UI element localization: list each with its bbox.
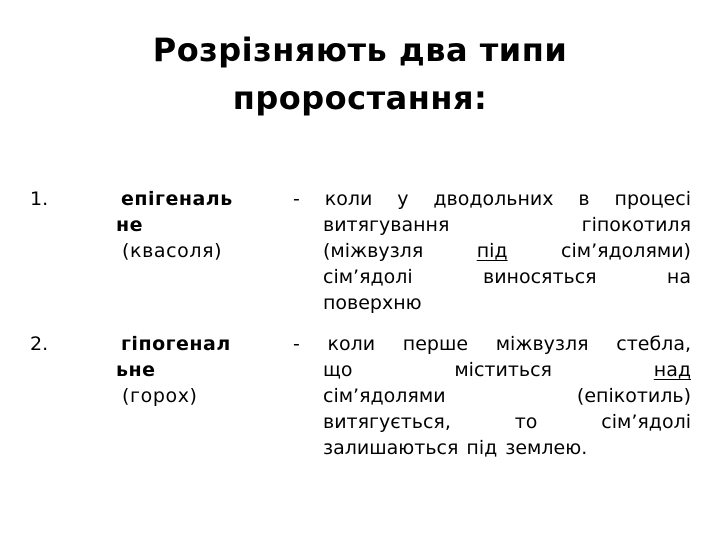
title-line-1: Розрізняють два типи: [152, 31, 568, 69]
underlined-word: під: [476, 240, 508, 262]
desc-line: витягування гіпокотиля: [323, 214, 691, 236]
term-line-1: епігеналь: [121, 188, 233, 210]
term-line-1: гіпогенал: [121, 333, 231, 355]
desc-line: - коли у дводольних в процесі: [293, 188, 691, 210]
item-term-2: [116, 331, 276, 409]
title-line-2: проростання:: [232, 79, 488, 117]
slide-title: [0, 26, 720, 122]
desc-line: (міжвузля під сім’ядолями): [323, 240, 691, 262]
desc-line: залишаються під землею.: [323, 437, 588, 459]
item-term-1: [116, 186, 276, 264]
desc-line: сім’ядолі виносяться на: [323, 266, 691, 288]
item-description-2: [293, 331, 691, 461]
term-line-2: не: [116, 214, 144, 236]
term-example: (горох): [122, 385, 198, 407]
item-number-1: 1.: [30, 188, 49, 210]
item-description-1: [293, 186, 691, 316]
term-example: (квасоля): [122, 240, 223, 262]
desc-line: сім’ядолями (епікотиль): [323, 385, 691, 407]
item-number-2: 2.: [30, 333, 49, 355]
desc-line: витягується, то сім’ядолі: [323, 411, 691, 433]
desc-line: - коли перше міжвузля стебла,: [293, 333, 691, 355]
desc-line: поверхню: [323, 292, 422, 314]
underlined-word: над: [653, 359, 691, 381]
desc-line: що міститься над: [323, 359, 691, 381]
term-line-2: ьне: [116, 359, 156, 381]
